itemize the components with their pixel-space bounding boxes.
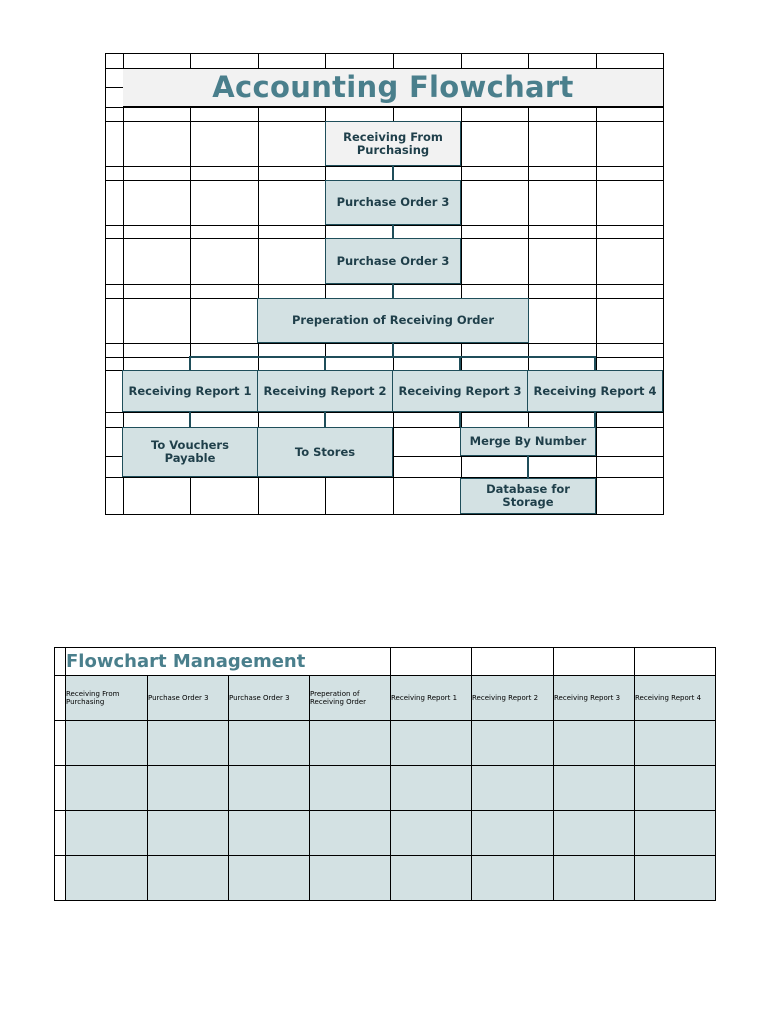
table-header-cell: Receiving Report 1 xyxy=(390,675,471,720)
table-header-cell: Purchase Order 3 xyxy=(147,675,228,720)
node-label: Purchase Order 3 xyxy=(336,253,450,268)
table-cell[interactable] xyxy=(390,810,471,855)
table-cell[interactable] xyxy=(390,720,471,765)
grid-line xyxy=(65,647,66,901)
table-cell[interactable] xyxy=(634,855,715,900)
table-cell[interactable] xyxy=(553,855,634,900)
node-to-stores[interactable] xyxy=(257,427,393,477)
table-header-cell: Preperation of Receiving Order xyxy=(309,675,390,720)
table-cell[interactable] xyxy=(390,765,471,810)
grid-line xyxy=(471,647,472,901)
node-receiving-from-purchasing[interactable] xyxy=(325,121,461,166)
table-header-cell: Receiving Report 4 xyxy=(634,675,715,720)
table-cell[interactable] xyxy=(471,810,553,855)
grid-line xyxy=(105,166,664,167)
table-cell[interactable] xyxy=(309,855,390,900)
node-vouchers-payable[interactable] xyxy=(122,427,258,477)
node-purchase-order[interactable] xyxy=(325,238,461,284)
node-label: Receiving Report 4 xyxy=(533,383,657,398)
node-preparation[interactable] xyxy=(257,298,529,343)
table-cell[interactable] xyxy=(471,765,553,810)
table-header-cell: Receiving Report 2 xyxy=(471,675,553,720)
node-receiving-report-2[interactable] xyxy=(257,370,393,412)
table-cell[interactable] xyxy=(634,810,715,855)
grid-line xyxy=(390,647,391,901)
table-cell[interactable] xyxy=(553,810,634,855)
connector xyxy=(392,284,394,298)
connector xyxy=(392,343,394,357)
node-receiving-report-3[interactable] xyxy=(392,370,528,412)
management-title: Flowchart Management xyxy=(66,651,306,672)
table-cell[interactable] xyxy=(309,765,390,810)
table-cell[interactable] xyxy=(471,720,553,765)
table-cell[interactable] xyxy=(147,810,228,855)
node-label: Receiving From Purchasing xyxy=(343,129,443,157)
node-label: Database for Storage xyxy=(486,482,570,509)
table-header-cell: Receiving Report 3 xyxy=(553,675,634,720)
node-receiving-report-4[interactable] xyxy=(527,370,663,412)
grid-line xyxy=(105,107,664,108)
connector xyxy=(189,356,596,358)
table-cell[interactable] xyxy=(309,720,390,765)
table-cell[interactable] xyxy=(634,720,715,765)
node-label: Receiving Report 2 xyxy=(263,383,387,398)
table-cell[interactable] xyxy=(228,810,309,855)
table-cell[interactable] xyxy=(147,855,228,900)
table-header-cell: Receiving From Purchasing xyxy=(65,675,147,720)
grid-line xyxy=(596,53,597,515)
grid-line xyxy=(54,720,716,721)
connector xyxy=(527,455,529,478)
connector xyxy=(459,356,461,370)
grid-line xyxy=(105,514,664,515)
table-cell[interactable] xyxy=(228,720,309,765)
table-cell[interactable] xyxy=(65,855,147,900)
connector xyxy=(324,356,326,370)
title-band xyxy=(123,68,663,107)
connector xyxy=(459,412,461,427)
grid-line xyxy=(54,900,716,901)
node-label: Purchase Order 3 xyxy=(336,195,450,209)
table-cell[interactable] xyxy=(65,720,147,765)
page-title: Accounting Flowchart xyxy=(212,70,574,104)
connector xyxy=(324,412,326,427)
table-cell[interactable] xyxy=(634,765,715,810)
node-database-storage[interactable] xyxy=(460,478,596,514)
grid-line xyxy=(105,343,664,344)
grid-line xyxy=(147,675,148,901)
table-cell[interactable] xyxy=(471,855,553,900)
table-cell[interactable] xyxy=(228,855,309,900)
table-cell[interactable] xyxy=(65,765,147,810)
node-purchase-order[interactable] xyxy=(325,180,461,225)
grid-line xyxy=(715,647,716,901)
grid-line xyxy=(54,855,716,856)
grid-line xyxy=(54,765,716,766)
grid-line xyxy=(228,675,229,901)
node-label: Merge By Number xyxy=(469,434,587,448)
grid-line xyxy=(309,675,310,901)
node-label: To Vouchers Payable xyxy=(151,438,229,465)
grid-line xyxy=(105,225,664,226)
connector xyxy=(189,412,191,427)
table-cell[interactable] xyxy=(65,810,147,855)
grid-line xyxy=(105,53,664,54)
table-cell[interactable] xyxy=(228,765,309,810)
table-cell[interactable] xyxy=(309,810,390,855)
table-cell[interactable] xyxy=(147,765,228,810)
grid-line xyxy=(54,675,716,676)
node-label: To Stores xyxy=(294,444,356,459)
node-merge-by-number[interactable] xyxy=(460,427,596,456)
table-cell[interactable] xyxy=(553,765,634,810)
table-cell[interactable] xyxy=(147,720,228,765)
grid-line xyxy=(54,647,716,648)
grid-line xyxy=(54,810,716,811)
connector xyxy=(392,225,394,238)
connector xyxy=(392,166,394,180)
node-receiving-report-1[interactable] xyxy=(122,370,258,412)
table-header-cell: Purchase Order 3 xyxy=(228,675,309,720)
table-cell[interactable] xyxy=(553,720,634,765)
grid-line xyxy=(634,647,635,901)
grid-line xyxy=(54,647,55,901)
table-cell[interactable] xyxy=(390,855,471,900)
node-label: Receiving Report 1 xyxy=(128,383,252,398)
grid-line xyxy=(553,647,554,901)
connector xyxy=(594,412,596,427)
grid-line xyxy=(105,53,106,515)
grid-line xyxy=(663,53,664,515)
connector xyxy=(594,356,596,370)
node-label: Preperation of Receiving Order xyxy=(291,313,495,327)
grid-line xyxy=(105,284,664,285)
node-label: Receiving Report 3 xyxy=(398,383,522,398)
connector xyxy=(189,356,191,370)
